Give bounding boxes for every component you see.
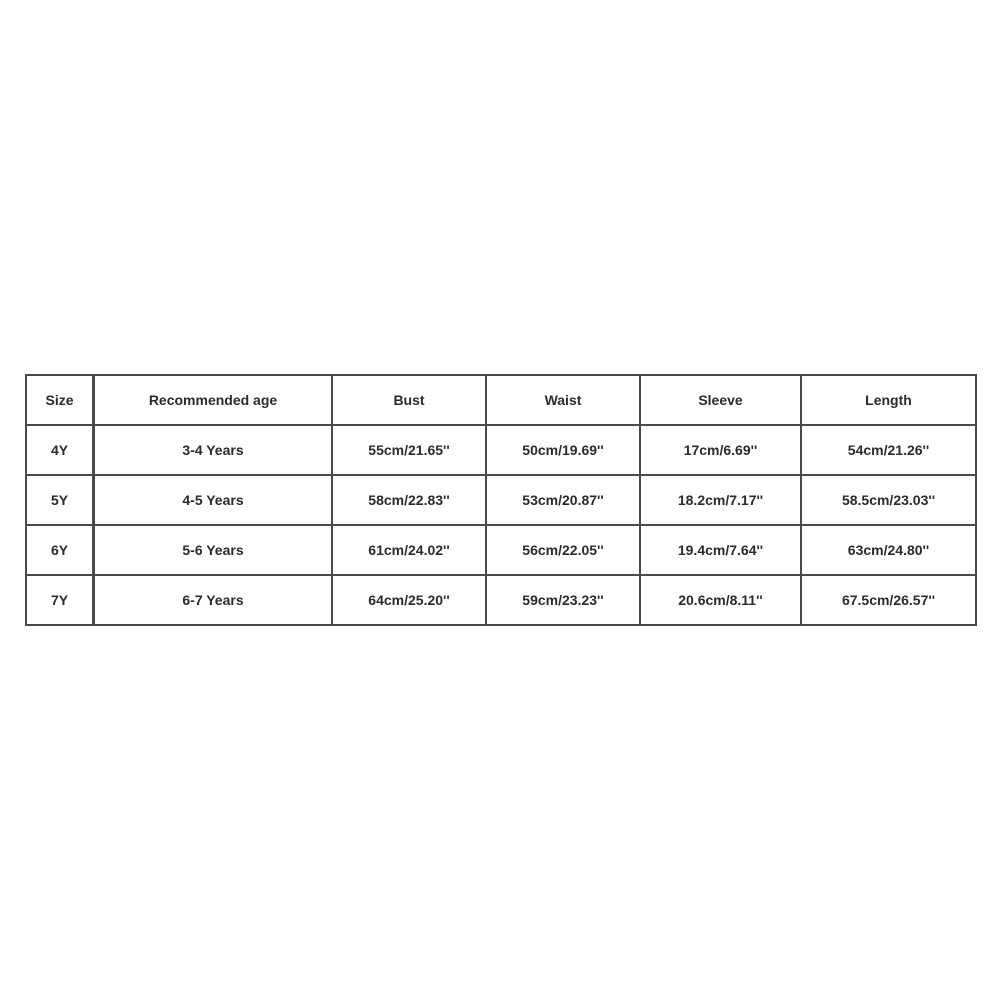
size-chart-table (25, 374, 977, 626)
table-header-row (27, 376, 977, 426)
cell-sleeve: 17cm/6.69'' (641, 426, 802, 476)
header-waist: Waist (487, 376, 641, 426)
cell-sleeve: 18.2cm/7.17'' (641, 476, 802, 526)
header-recommended-age: Recommended age (95, 376, 333, 426)
cell-waist: 53cm/20.87'' (487, 476, 641, 526)
cell-recommended-age: 3-4 Years (95, 426, 333, 476)
table-row (27, 526, 977, 576)
cell-sleeve: 19.4cm/7.64'' (641, 526, 802, 576)
header-bust: Bust (333, 376, 487, 426)
cell-bust: 61cm/24.02'' (333, 526, 487, 576)
header-sleeve: Sleeve (641, 376, 802, 426)
cell-waist: 56cm/22.05'' (487, 526, 641, 576)
cell-sleeve: 20.6cm/8.11'' (641, 576, 802, 626)
cell-size: 5Y (27, 476, 95, 526)
cell-bust: 58cm/22.83'' (333, 476, 487, 526)
table-row (27, 426, 977, 476)
cell-recommended-age: 5-6 Years (95, 526, 333, 576)
cell-bust: 55cm/21.65'' (333, 426, 487, 476)
cell-size: 7Y (27, 576, 95, 626)
cell-size: 4Y (27, 426, 95, 476)
cell-recommended-age: 6-7 Years (95, 576, 333, 626)
cell-length: 67.5cm/26.57'' (802, 576, 977, 626)
cell-recommended-age: 4-5 Years (95, 476, 333, 526)
cell-length: 54cm/21.26'' (802, 426, 977, 476)
cell-waist: 50cm/19.69'' (487, 426, 641, 476)
cell-waist: 59cm/23.23'' (487, 576, 641, 626)
cell-bust: 64cm/25.20'' (333, 576, 487, 626)
header-length: Length (802, 376, 977, 426)
cell-length: 58.5cm/23.03'' (802, 476, 977, 526)
cell-size: 6Y (27, 526, 95, 576)
table-row (27, 476, 977, 526)
cell-length: 63cm/24.80'' (802, 526, 977, 576)
header-size: Size (27, 376, 95, 426)
table-row (27, 576, 977, 626)
